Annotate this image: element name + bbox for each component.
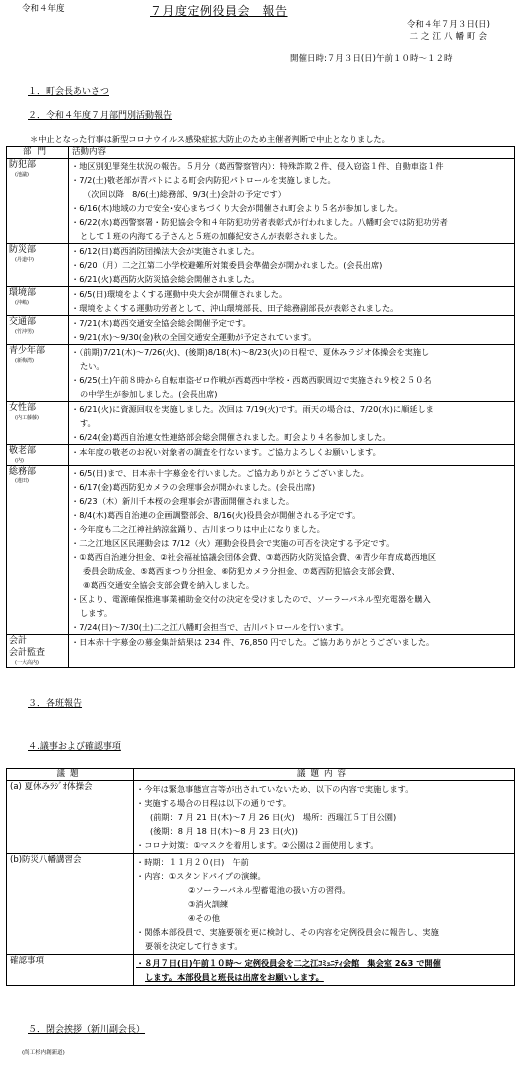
dept-cell xyxy=(7,445,69,465)
dept-cell xyxy=(7,244,69,287)
dept-cell xyxy=(7,316,69,345)
section-5-heading: ５．閉会挨拶（新川副会長） xyxy=(28,1025,146,1035)
topic-line: 要領を決定して行きます。 xyxy=(145,941,243,952)
activity-item: ・7/2(土)敬老部が青パトによる町会内防犯パトロールを実施しました。 xyxy=(71,175,336,186)
topic-line: (後期：8 月 18 日(木)〜8 月 23 日(火)) xyxy=(150,826,298,837)
topic-line: ③消火訓練 xyxy=(188,899,229,910)
section-1-heading: １．町会長あいさつ xyxy=(28,87,110,97)
dept-name: 女性部 xyxy=(9,403,37,414)
meeting-time: 開催日時:７月３日(日)午前１０時〜１２時 xyxy=(290,54,453,64)
topic-content xyxy=(134,854,515,955)
dept-members: (丹道中) xyxy=(15,256,34,263)
dept-name: 総務部 xyxy=(9,466,37,477)
activity-item: ・6/21(火)に資源回収を実施しました。次回は 7/19(火)です。雨天の場合は、7/20(水)に順延しま xyxy=(71,404,434,415)
dept-name: 防災部 xyxy=(9,245,37,256)
dept-members: (竹沖男) xyxy=(15,328,34,335)
dept-cell xyxy=(7,402,69,445)
discussion-table xyxy=(6,768,515,986)
cancellation-note: ＊中止となった行事は新型コロナウイルス感染症拡大防止のため主催者判断で中止となりました。 xyxy=(30,134,390,144)
activity-content xyxy=(69,287,515,316)
activity-content xyxy=(69,316,515,345)
activity-row xyxy=(7,287,515,316)
activity-item: ・8/4(木)葛西自治連の企画調整部会、8/16(火)役員会が開催される予定です。 xyxy=(71,509,361,520)
dept-members: (池議) xyxy=(15,171,29,178)
dept-cell xyxy=(7,465,69,634)
section-4-heading: ４.議事および確認事項 xyxy=(28,742,121,752)
activity-item: 委員会助成金、⑤葛西まつり分担金、⑥防犯カメラ分担金、⑦葛西防犯協会支部会費、 xyxy=(83,565,400,576)
dept-cell xyxy=(7,345,69,402)
activity-item: の中学生が参加しました。(会長出席) xyxy=(80,389,218,400)
column-header-dept: 部門 xyxy=(7,147,69,159)
activity-item: たい。 xyxy=(80,361,105,372)
topic-cell: (a) 夏休みﾗｼﾞｵ体操会 xyxy=(7,781,134,854)
dept-members: (沖嶋) xyxy=(15,299,29,306)
dept-name: 交通部 xyxy=(9,317,37,328)
activity-row xyxy=(7,345,515,402)
activity-item: ・日本赤十字募金の募金集計結果は 234 件、76,850 円でした。ご協力ありがとうございました。 xyxy=(71,636,435,647)
topic-content xyxy=(134,781,515,854)
activity-row xyxy=(7,244,515,287)
dept-members: (内工藤藤) xyxy=(15,414,39,421)
activity-item: ・今年度も二之江神社納涼盆踊り、古川まつりは中止になりました。 xyxy=(71,523,325,534)
topic-line: (前期：7 月 21 日(木)〜7 月 26 日(火) 場所：西瑞江５丁目公園) xyxy=(150,812,397,823)
column-header-topic: 議題 xyxy=(7,769,134,781)
discussion-row xyxy=(7,955,515,986)
activity-item: ・6/25(土)午前８時から自転車盗ゼロ作戦が西葛西中学校・西葛西駅周辺で実施され９校２５０名 xyxy=(71,375,432,386)
topic-line: します。本部役員と班長は出席をお願いします。 xyxy=(145,972,324,983)
activity-item: ・6/24(金)葛西自治連女性連絡部会総会開催されました。町会より４名参加しました。 xyxy=(71,432,391,443)
activity-table xyxy=(6,146,515,668)
activity-item: （次回以降 8/6(土)総務部、9/3(土)会計の予定です） xyxy=(83,189,286,200)
dept-name: 環境部 xyxy=(9,288,37,299)
activity-item: ・6/12(日)葛西消防団操法大会が実施されました。 xyxy=(71,246,260,257)
topic-cell: 確認事項 xyxy=(7,955,134,986)
dept-cell xyxy=(7,287,69,316)
activity-item: す。 xyxy=(80,418,96,429)
topic-cell: (b)防災八幡講習会 xyxy=(7,854,134,955)
activity-item: ・6/5(日)まで、日本赤十字募金を行いました。ご協力ありがとうございました。 xyxy=(71,467,369,478)
activity-item: ⑧葛西交通安全協会支部会費を納入しました。 xyxy=(83,579,255,590)
fiscal-year: 令和４年度 xyxy=(22,4,65,14)
dept-members: (一大高内) xyxy=(15,659,39,666)
topic-line: ④その他 xyxy=(188,913,220,924)
page-title: ７月度定例役員会 報告 xyxy=(150,4,288,18)
activity-item: ・6/17(金)葛西防犯カメラの会理事会が開かれました。(会長出席) xyxy=(71,481,316,492)
topic-line: ・時期：１１月２０(日) 午前 xyxy=(136,857,249,868)
topic-line: ・コロナ対策：①マスクを着用します。②公園は２面使用します。 xyxy=(136,840,379,851)
topic-line: ・関係本部役員で、実施要領を更に検討し、その内容を定例役員会に報告し、実施 xyxy=(136,927,439,938)
topic-line: ・実施する場合の日程は以下の通りです。 xyxy=(136,798,291,809)
report-date: 令和４年７月３日(日) xyxy=(406,20,490,30)
dept-cell xyxy=(7,159,69,244)
dept-name: 防犯部 xyxy=(9,160,37,171)
activity-content xyxy=(69,345,515,402)
activity-content xyxy=(69,445,515,465)
activity-item: ・環境をよくする運動功労者として、沖山環境部長、田子総務副部長が表彰されました。 xyxy=(71,303,399,314)
activity-item: ・（前期)7/21(木)〜7/26(火)、(後期)8/18(木)〜8/23(火)の日程で、夏休みラジオ体操会を実施し xyxy=(71,347,430,358)
activity-content xyxy=(69,402,515,445)
organization-name: 二之江八幡町会 xyxy=(409,31,490,42)
activity-item: ・二之江地区区民運動会は 7/12（火）運動会役員会で実施の可否を決定する予定です。 xyxy=(71,537,395,548)
topic-line: ・８月７日(日)午前１０時〜 定例役員会を二之江ｺﾐｭﾆﾃｨ会館 集会室 2&3 で開催 xyxy=(136,958,441,969)
activity-content xyxy=(69,159,515,244)
dept-name: 会計 xyxy=(9,635,28,646)
activity-item: します。 xyxy=(80,607,113,618)
discussion-row xyxy=(7,854,515,955)
activity-item: として１班の内海てる子さんと５班の加藤紀安さんが表彰されました。 xyxy=(80,231,343,242)
activity-row xyxy=(7,159,515,244)
discussion-row xyxy=(7,781,515,854)
topic-content xyxy=(134,955,515,986)
activity-item: ・6/20（月）二之江第二小学校避難所対策委員会準備会が開かれました。(会長出席) xyxy=(71,260,383,271)
section-3-heading: ３．各班報告 xyxy=(28,699,83,709)
activity-row xyxy=(7,465,515,634)
topic-line: ・内容：①スタンドパイプの演練。 xyxy=(136,871,266,882)
activity-item: ・区より、電源確保推進事業補助金交付の決定を受けましたので、ソーラーパネル型充電器を購入 xyxy=(71,593,431,604)
activity-item: ・6/16(木)地域の力で安全･安心まちづくり大会が開催され町会より５名が参加しました。 xyxy=(71,203,403,214)
activity-item: ・6/22(水)葛西警察署・防犯協会令和４年防犯功労者表彰式が行われました。八幡町会では防犯功労者 xyxy=(71,217,448,228)
activity-item: ・①葛西自治連分担金、②社会福祉協議会団体会費、③葛西防火防災協会費、④青少年育成葛西地区 xyxy=(71,551,437,562)
activity-content xyxy=(69,634,515,667)
section-2-heading: ２．令和４年度７月部門別活動報告 xyxy=(28,111,173,121)
activity-item: ・7/24(日)〜7/30(土)二之江八幡町会担当で、古川パトロールを行います。 xyxy=(71,621,349,632)
header-right xyxy=(407,20,490,44)
dept-members: (新梅湾) xyxy=(15,357,34,364)
activity-row xyxy=(7,634,515,667)
dept-name: 青少年部 xyxy=(9,346,46,357)
activity-item: ・6/5(日)環境をよくする運動中央大会が開催されました。 xyxy=(71,289,288,300)
column-header-topic-content: 議題内容 xyxy=(134,769,515,781)
activity-item: ・6/23（木）新川千本桜の会理事会が書面開催されました。 xyxy=(71,495,295,506)
dept-name-secondary: 会計監査 xyxy=(9,648,46,659)
dept-cell xyxy=(7,634,69,667)
activity-row xyxy=(7,402,515,445)
column-header-content: 活動内容 xyxy=(69,147,515,159)
topic-line: ②ソーラーパネル型蓄電池の扱い方の習得。 xyxy=(188,885,351,896)
dept-name: 敬老部 xyxy=(9,446,37,457)
activity-content xyxy=(69,465,515,634)
activity-item: ・6/21(火)葛西防火防災協会総会開催されました。 xyxy=(71,274,260,285)
dept-members: (違田) xyxy=(15,478,29,485)
activity-row xyxy=(7,445,515,465)
activity-content xyxy=(69,244,515,287)
topic-line: ・今年は緊急事態宣言等が出されていないため、以下の内容で実施します。 xyxy=(136,784,414,795)
activity-row xyxy=(7,316,515,345)
activity-item: ・7/21(木)葛西交通安全協会総会開催予定です。 xyxy=(71,318,251,329)
activity-item: ・地区別犯罪発生状況の報告。５月分（葛西警察管内）：特殊詐欺２件、侵入窃盗１件、自動車盗１件 xyxy=(71,161,444,172)
activity-item: ・9/21(水)〜9/30(金)秋の全国交通安全運動が予定されています。 xyxy=(71,332,317,343)
dept-members: (内) xyxy=(15,457,24,464)
footer-note: (尚工杉内創新道) xyxy=(22,1050,65,1056)
activity-item: ・本年度の敬老のお祝い対象者の調査を行ないます。ご協力よろしくお願いします。 xyxy=(71,447,381,458)
